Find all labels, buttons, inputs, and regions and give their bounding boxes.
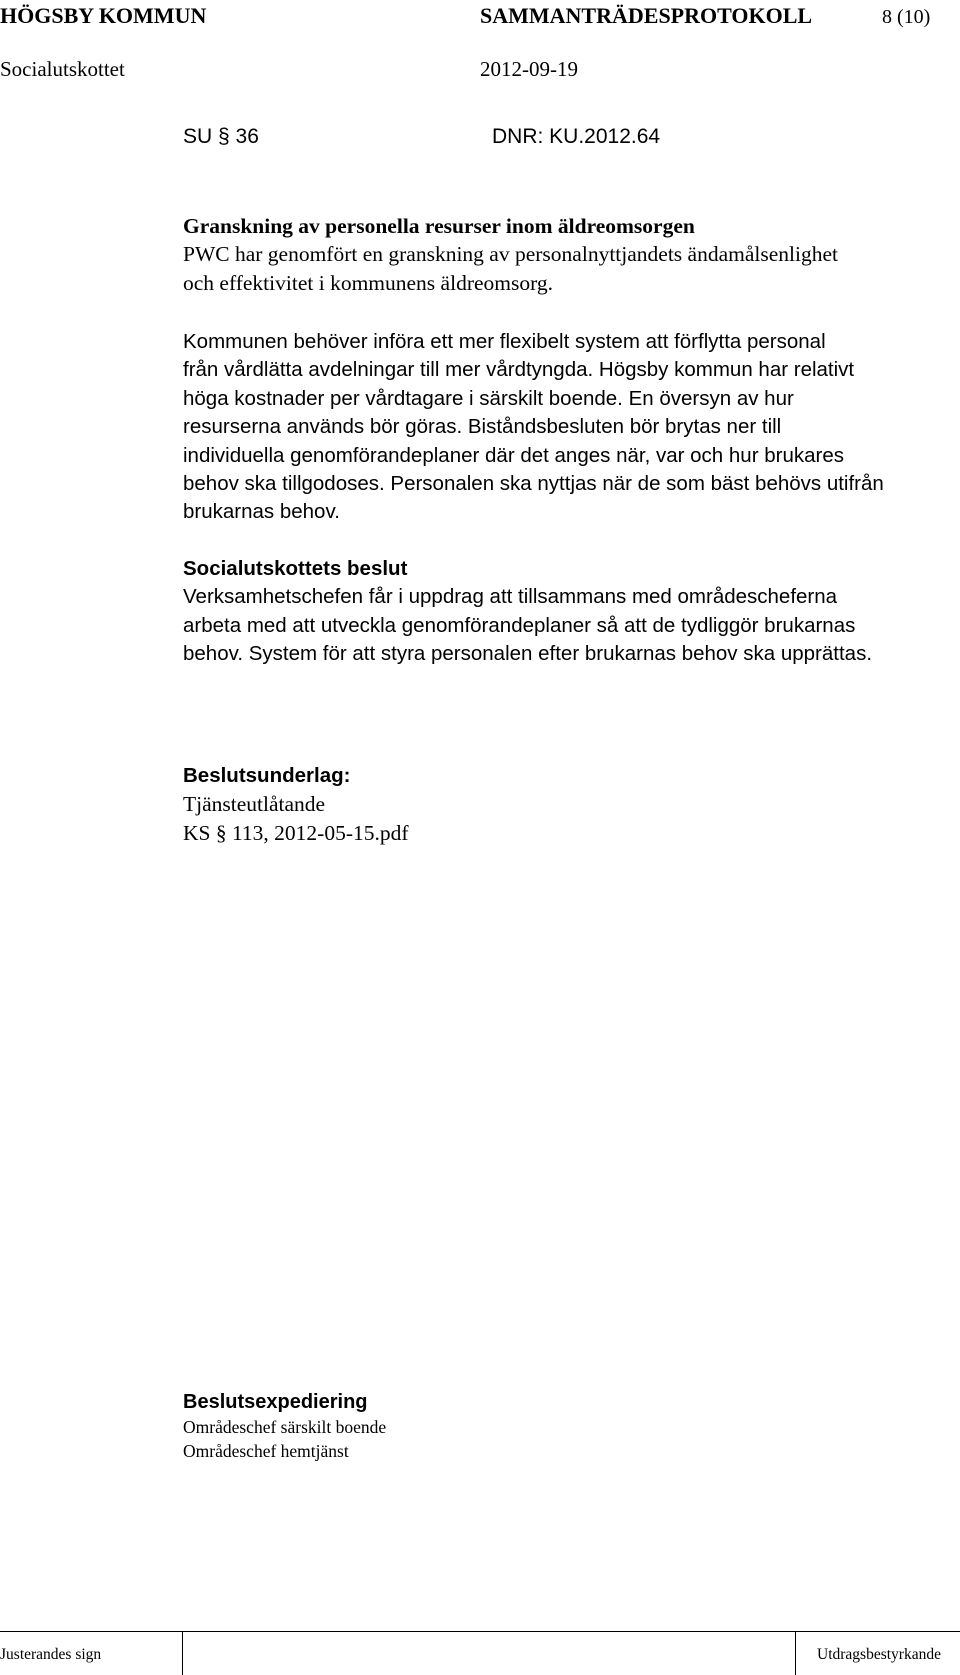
body-line: behov ska tillgodoses. Personalen ska nyttjas när de som bäst behövs utifrån [183, 472, 884, 496]
body-line: höga kostnader per vårdtagare i särskilt boende. En översyn av hur [183, 386, 794, 410]
section-granskning [183, 212, 838, 297]
header-page-number: 8 (10) [882, 6, 931, 28]
section-body [183, 328, 884, 527]
decision-section [183, 555, 872, 669]
dispatch-item: Områdeschef särskilt boende [183, 1417, 387, 1437]
section-intro [183, 240, 838, 297]
basis-item: Tjänsteutlåtande [183, 792, 326, 817]
case-section: SU § 36 [183, 125, 259, 148]
footer-sign-cell [183, 1632, 796, 1675]
footer-justerandes-sign: Justerandes sign [0, 1646, 102, 1663]
footer-signature-bar [0, 1631, 960, 1675]
body-line: brukarnas behov. [183, 500, 340, 524]
decision-line: behov. System för att styra personalen efter brukarnas behov ska upprättas. [183, 642, 873, 666]
intro-line: och effektivitet i kommunens äldreomsorg. [183, 270, 554, 295]
header-doc-type: SAMMANTRÄDESPROTOKOLL [480, 3, 813, 28]
section-title: Granskning av personella resurser inom äldreomsorgen [183, 214, 695, 238]
intro-line: PWC har genomfört en granskning av personalnyttjandets ändamålsenlighet [183, 242, 838, 267]
case-dnr: DNR: KU.2012.64 [492, 125, 661, 148]
header-committee: Socialutskottet [0, 57, 125, 81]
dispatch-section [183, 1389, 386, 1463]
decision-line: Verksamhetschefen får i uppdrag att tillsammans med områdescheferna [183, 585, 838, 609]
header-date: 2012-09-19 [480, 57, 578, 81]
basis-section [183, 762, 409, 847]
body-line: individuella genomförandeplaner där det anges när, var och hur brukares [183, 443, 844, 467]
header-org: HÖGSBY KOMMUN [0, 3, 207, 28]
body-line: Kommunen behöver införa ett mer flexibelt system att förflytta personal [183, 330, 826, 353]
decision-title: Socialutskottets beslut [183, 557, 408, 580]
basis-item: KS § 113, 2012-05-15.pdf [183, 820, 409, 845]
basis-title: Beslutsunderlag: [183, 764, 351, 787]
body-line: resurserna används bör göras. Biståndsbesluten bör brytas ner till [183, 415, 782, 439]
decision-line: arbeta med att utveckla genomförandeplaner så att de tydliggör brukarnas [183, 613, 856, 637]
dispatch-title: Beslutsexpediering [183, 1391, 368, 1413]
dispatch-item: Områdeschef hemtjänst [183, 1441, 349, 1461]
footer-utdragsbestyrkande: Utdragsbestyrkande [817, 1646, 941, 1663]
body-line: från vårdlätta avdelningar till mer vårdtyngda. Högsby kommun har relativt [183, 358, 855, 382]
